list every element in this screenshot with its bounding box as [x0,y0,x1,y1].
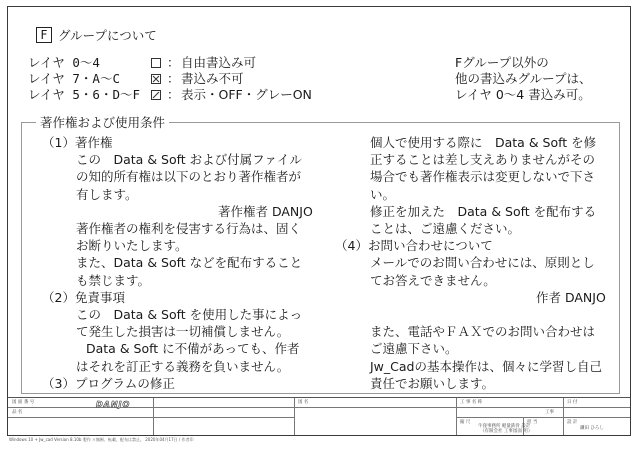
layer-desc-1: 書込み不可 [181,71,244,86]
layer-name-0: レイヤ 0〜4 [28,55,100,70]
left-line-14: （3）プログラムの修正 [42,375,175,391]
right-column [335,134,605,392]
right-line-0: 個人で使用する際に Data & Soft を修 [370,135,597,150]
label-product: 品 名 [12,410,23,415]
left-line-0: （1）著作権 [42,135,113,150]
checkbox-slash-icon [151,90,161,100]
checkbox-empty-icon [151,58,161,68]
label-scale: 縮 尺 [460,420,471,425]
left-line-2: の知的所有権は以下のとおり著作権者が [76,169,302,185]
worker-text: 工事 [545,410,554,415]
right-line-3: い。 [370,186,396,202]
label-drawing-number: 図 面 番 号 [12,400,35,405]
person-text: 鎌田 ひろし [580,426,604,431]
layer-desc-0: 自由書込み可 [181,55,257,70]
note-line-2: レイヤ 0〜4 書込み可。 [455,87,591,102]
footer-note: Windows 10 + Jw_cad Version 8.10b 製作 ＊無断、転載、配布は禁止。 2020年04月17日 / 作者印 [9,437,194,442]
header-title: グループについて [58,28,157,43]
right-line-7: メールでのお問い合わせには、原則とし [370,255,595,271]
right-line-1: 正することは差し支えありませんがその [370,152,596,168]
colon-1: ： [167,71,180,86]
right-line-5: ことは、ご遠慮ください。 [370,221,521,237]
company-text: 牛窪事務所 軽量鉄骨 設計 [478,424,531,429]
f-group-box: F [36,27,52,43]
section-title: 著作権および使用条件 [36,115,169,130]
right-line-11: また、電話やＦＡＸでのお問い合わせは [370,324,596,340]
left-line-5: 著作権者の権利を侵害する行為は、固く [76,221,302,237]
title-block [8,397,630,435]
left-column [42,134,312,392]
label-design: 設 計 [567,420,578,425]
note-line-1: 他の書込みグループは、 [455,71,592,86]
layer-name-2: レイヤ 5・6・D〜F [28,87,141,102]
layer-desc-2: 表示・OFF・グレーON [181,87,312,102]
right-line-2: 場合でも著作権表示は変更しないで下さ [370,169,596,185]
checkbox-cross-icon [151,74,161,84]
left-line-10: この Data & Soft を使用した事によっ [76,307,303,323]
danjo-logo: DANJO [96,400,131,409]
layer-name-1: レイヤ 7・A〜C [28,71,120,86]
left-line-11: て発生した損害は一切補償しません。 [76,324,290,340]
left-line-6: お断りいたします。 [76,238,188,254]
note-line-0: Fグループ以外の [455,55,549,70]
right-line-13: Jw_Cadの基本操作は、個々に学習し自己 [370,358,602,374]
left-line-7: また、Data & Soft などを配布すること [76,255,303,271]
label-date: 日 付 [567,400,578,405]
left-line-3: 有します。 [76,186,138,202]
right-line-9: 作者 DANJO [536,289,606,305]
right-line-12: ご遠慮下さい。 [370,341,458,357]
colon-2: ： [167,87,180,102]
label-charge: 担 当 [527,420,538,425]
left-line-4: 著作権者 DANJO [218,203,313,219]
company-text-2: （有限会社 工事図面 用） [480,429,533,434]
left-line-12: Data & Soft に不備があっても、作者 [86,341,300,357]
left-line-1: この Data & Soft および付属ファイル [76,152,302,168]
left-line-9: （2）免責事項 [42,289,125,305]
left-line-8: も禁じます。 [76,272,151,288]
label-project: 工 事 名 称 [460,400,483,405]
right-line-4: 修正を加えた Data & Soft を配布する [370,203,597,219]
label-drawing-name: 図 名 [298,400,309,405]
right-line-8: てお答えできません。 [370,272,496,288]
left-line-13: はそれを訂正する義務を負いません。 [76,358,290,374]
right-line-6: （4）お問い合わせについて [335,238,493,254]
right-line-10 [335,306,605,323]
colon-0: ： [167,55,180,70]
right-line-14: 責任でお願いします。 [370,375,495,391]
